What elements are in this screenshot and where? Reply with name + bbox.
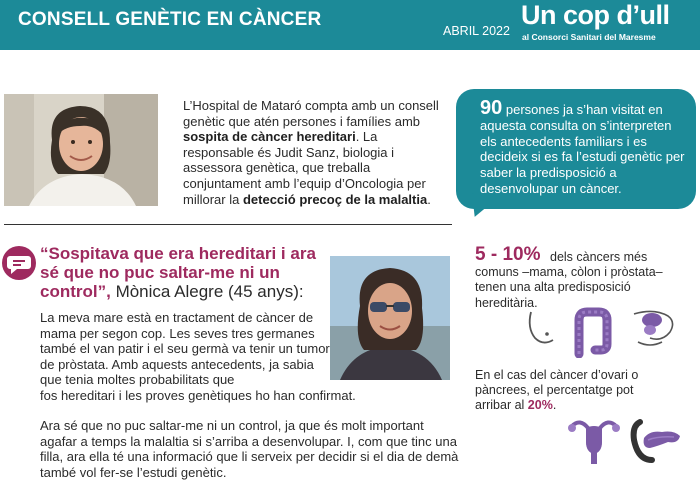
visits-number: 90 <box>480 97 503 119</box>
brand-subtitle: al Consorci Sanitari del Maresme <box>522 32 656 42</box>
issue-date: ABRIL 2022 <box>443 24 510 38</box>
pancreas-icon <box>630 416 684 471</box>
stat-bubble-text: 90 persones ja s’han visitat en aquesta consulta on s’interpreten els antecedents familiars i es decideix si es fa l’estudi genètic per saber la predisposició a desenvolupar un càncer. <box>480 97 685 196</box>
photo-judit-sanz <box>4 94 158 206</box>
page-title: CONSELL GENÈTIC EN CÀNCER <box>18 9 322 30</box>
quote-paragraph-1-end: fos hereditari i les proves genètiques ho han confirmat. <box>40 388 356 403</box>
quote-title: “Sospitava que era hereditari i ara sé que no puc saltar-me ni un control”, Mònica Alegre (45 anys): <box>40 244 316 301</box>
section-divider <box>4 224 452 225</box>
quote-paragraph-1: La meva mare està en tractament de càncer de mama per segon cop. Les seves tres germanes també el van patir i el seu germà va tenir un tumor de pròstata. Amb aquests antecedents, ja sabia que tenia moltes probabilitats que <box>40 310 330 388</box>
brand-title: Un cop d’ull <box>521 0 670 30</box>
ovary-pancreas-text: En el cas del càncer d’ovari o pàncrees, el percentatge pot arribar al 20%. <box>475 368 639 413</box>
photo-monica-alegre <box>330 256 450 380</box>
breast-icon <box>523 308 563 353</box>
quote-paragraph-2: Ara sé que no puc saltar-me ni un control, ja que és molt important agafar a temps la malaltia si s’arriba a desenvolupar. I, com que tinc una filla, ara ella té una informació que li serveix per decidir si el dia de demà també vol fer-se l’estudi genètic. <box>40 418 459 480</box>
ovary-pancreas-percent: 20% <box>527 398 553 413</box>
intro-paragraph: L’Hospital de Mataró compta amb un consell genètic que atén persones i famílies amb sospita de càncer hereditari. La responsable és Judit Sanz, biologia i assessora genètica, que treballa conjuntament amb l’equip d’Oncologia per millorar la detecció precoç de la malaltia. <box>183 98 439 207</box>
header-banner <box>0 0 700 50</box>
prostate-icon <box>628 306 680 355</box>
speech-bubble-icon <box>2 246 36 280</box>
hereditary-range: 5 - 10% <box>475 244 541 265</box>
colon-icon <box>567 306 617 363</box>
uterus-icon <box>566 416 622 471</box>
hereditary-range-text: dels càncers més comuns –mama, còlon i pròstata– tenen una alta predisposició hereditària. <box>475 250 663 310</box>
